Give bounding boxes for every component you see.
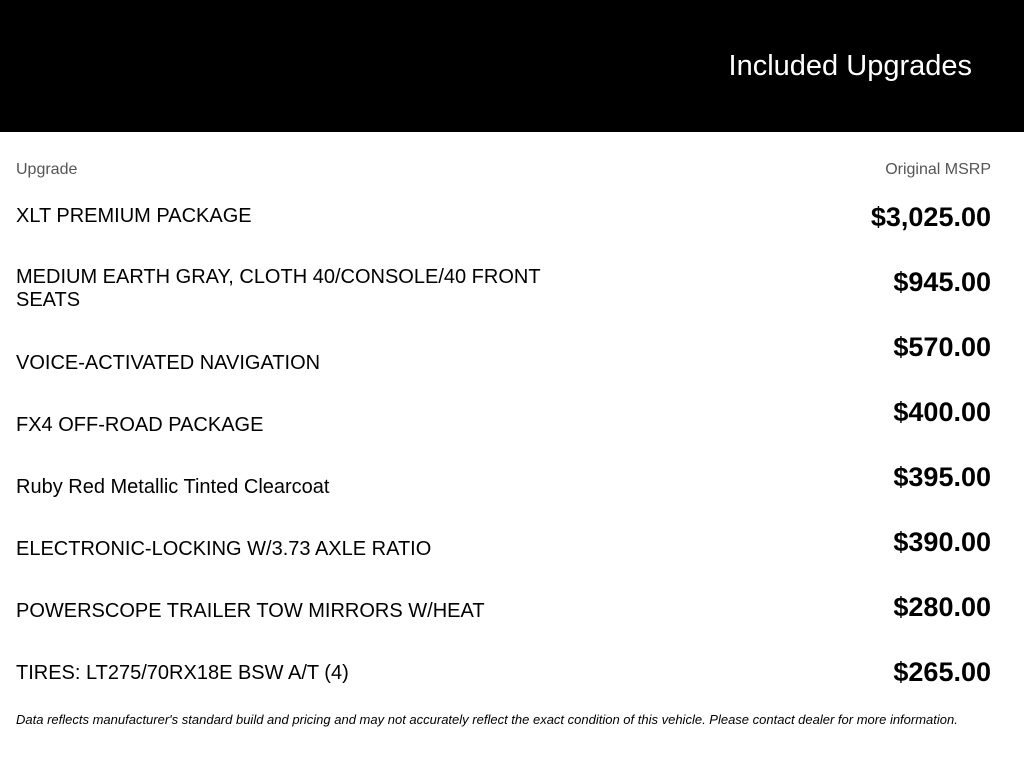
upgrade-price: $395.00 bbox=[893, 462, 991, 492]
page-title: Included Upgrades bbox=[728, 50, 972, 82]
upgrade-name: VOICE-ACTIVATED NAVIGATION bbox=[16, 352, 321, 374]
upgrade-price: $280.00 bbox=[893, 592, 991, 622]
disclaimer-text: Data reflects manufacturer's standard build and pricing and may not accurately reflect the exact condition of this vehicle. Please contact dealer for more information. bbox=[16, 712, 958, 727]
column-header-msrp: Original MSRP bbox=[885, 161, 991, 178]
upgrade-price: $265.00 bbox=[893, 657, 991, 687]
upgrade-name: POWERSCOPE TRAILER TOW MIRRORS W/HEAT bbox=[16, 600, 485, 622]
column-header-upgrade: Upgrade bbox=[16, 161, 78, 178]
upgrade-name: XLT PREMIUM PACKAGE bbox=[16, 205, 252, 227]
upgrade-price: $945.00 bbox=[893, 267, 991, 297]
upgrade-price: $3,025.00 bbox=[870, 202, 991, 232]
upgrade-name: FX4 OFF-ROAD PACKAGE bbox=[16, 414, 264, 436]
upgrade-price: $390.00 bbox=[893, 527, 991, 557]
upgrade-name: ELECTRONIC-LOCKING W/3.73 AXLE RATIO bbox=[16, 538, 432, 560]
upgrade-name: MEDIUM EARTH GRAY, CLOTH 40/CONSOLE/40 FRONT SEATS bbox=[16, 266, 541, 311]
upgrade-price: $570.00 bbox=[893, 332, 991, 362]
upgrade-name: TIRES: LT275/70RX18E BSW A/T (4) bbox=[16, 662, 349, 684]
upgrade-price: $400.00 bbox=[893, 397, 991, 427]
page-header bbox=[0, 0, 1024, 132]
upgrade-name: Ruby Red Metallic Tinted Clearcoat bbox=[16, 476, 330, 498]
